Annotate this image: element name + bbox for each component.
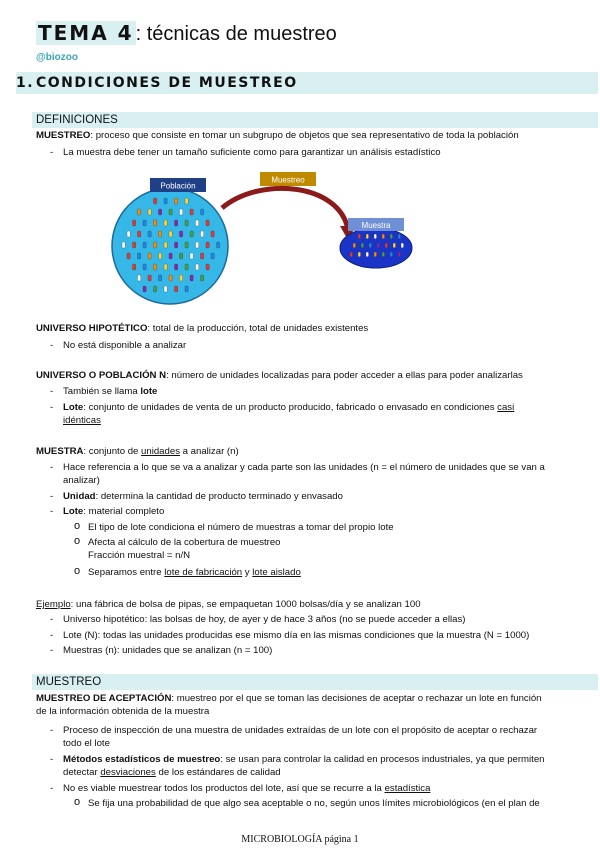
unit-bottle xyxy=(148,253,151,259)
term-muestreo: MUESTREO xyxy=(36,130,91,141)
list-item-text: No es viable muestrear todos los productos del lote, así que se recurre a la xyxy=(63,783,385,794)
sub-list-item-text: Separamos entre xyxy=(88,567,165,578)
unit-bottle xyxy=(185,264,188,270)
section-heading xyxy=(16,72,598,94)
unit-bottle xyxy=(358,252,361,257)
list-item-text: : conjunto de unidades de venta de un producto producido, fabricado o envasado en condiciones xyxy=(83,402,498,413)
unit-bottle xyxy=(164,220,167,226)
title-suffix: : técnicas de muestreo xyxy=(135,23,337,45)
paragraph-universo xyxy=(36,322,586,335)
author-handle: @biozoo xyxy=(36,52,78,63)
unit-bottle xyxy=(350,252,353,257)
underlined-text: unidades xyxy=(141,446,180,457)
unit-bottle xyxy=(164,198,167,204)
list-item: - Lote (N): todas las unidades producidas ese mismo día en las mismas condiciones que la muestra (N = 1000) xyxy=(50,629,580,642)
unit-bottle xyxy=(385,243,388,248)
list-item-text: También se llama xyxy=(63,386,141,397)
term-poblacion: UNIVERSO O POBLACIÓN N xyxy=(36,370,167,381)
unit-bottle xyxy=(143,286,146,292)
unit-bottle xyxy=(148,231,151,237)
unit-bottle xyxy=(138,253,141,259)
unit-bottle xyxy=(185,198,188,204)
paragraph-aceptacion xyxy=(36,692,586,718)
list-item: - La muestra debe tener un tamaño suficiente como para garantizar un análisis estadístico xyxy=(50,146,580,159)
unit-bottle xyxy=(169,231,172,237)
text-universo: : total de la producción, total de unidades existentes xyxy=(147,323,369,334)
sub-list-item-text: Afecta al cálculo de la cobertura de muestreo xyxy=(88,537,281,548)
tema-label: TEMA 4 xyxy=(38,21,134,45)
unit-bottle xyxy=(133,242,136,248)
unit-bottle xyxy=(196,220,199,226)
unit-bottle xyxy=(201,231,204,237)
unit-bottle xyxy=(133,220,136,226)
unit-bottle xyxy=(143,242,146,248)
sub-list-item-text: Se fija una probabilidad de que algo sea aceptable o no, según unos límites microbiológicos (en el plan de xyxy=(88,798,540,809)
unit-bottle xyxy=(169,275,172,281)
section-title: CONDICIONES DE MUESTREO xyxy=(36,75,298,91)
unit-bottle xyxy=(206,264,209,270)
list-item-text: Lote (N): todas las unidades producidas ese mismo día en las mismas condiciones que la muestra (N = 1000) xyxy=(63,630,530,641)
unit-bottle xyxy=(185,286,188,292)
subheading-muestreo: MUESTREO xyxy=(32,674,598,690)
sampling-diagram xyxy=(110,168,420,308)
unit-bottle xyxy=(353,243,356,248)
list-item-text: : determina la cantidad de producto terminado y envasado xyxy=(95,491,343,502)
unit-bottle xyxy=(148,209,151,215)
unit-bottle xyxy=(175,242,178,248)
unit-bottle xyxy=(148,275,151,281)
unit-bottle xyxy=(401,243,404,248)
muestra-label: Muestra xyxy=(361,221,391,230)
unit-bottle xyxy=(382,252,385,257)
underlined-text: estadística xyxy=(384,783,431,794)
paragraph-ejemplo xyxy=(36,598,586,611)
unit-bottle xyxy=(122,242,125,248)
list-item-text: detectar xyxy=(63,767,101,778)
unit-bottle xyxy=(175,264,178,270)
unit-bottle xyxy=(143,264,146,270)
list-item-text: : se usan para controlar la calidad en procesos industriales, ya que permiten xyxy=(220,754,545,765)
sub-list-item: o Separamos entre lote de fabricación y lote aislado xyxy=(74,565,301,578)
unit-bottle xyxy=(154,264,157,270)
unit-bottle xyxy=(190,209,193,215)
unit-bottle xyxy=(196,242,199,248)
underlined-text: lote aislado xyxy=(252,567,301,578)
unit-bottle xyxy=(398,252,401,257)
unit-bottle xyxy=(154,286,157,292)
unit-bottle xyxy=(138,209,141,215)
unit-bottle xyxy=(390,252,393,257)
list-item: - No es viable muestrear todos los productos del lote, así que se recurre a la estadística xyxy=(50,783,431,794)
term-metodos: Métodos estadísticos de muestreo xyxy=(63,754,221,765)
unit-bottle xyxy=(169,253,172,259)
sub-list-item: o Afecta al cálculo de la cobertura de muestreo Fracción muestral = n/N xyxy=(74,535,281,561)
population-circle xyxy=(112,188,228,304)
unit-bottle xyxy=(217,242,220,248)
unit-bottle xyxy=(159,209,162,215)
unit-bottle xyxy=(127,231,130,237)
unit-bottle xyxy=(211,231,214,237)
unit-bottle xyxy=(175,220,178,226)
sub-list-item: o Se fija una probabilidad de que algo sea aceptable o no, según unos límites microbiológicos (en el plan de xyxy=(74,797,580,810)
list-item-text: Universo hipotético: las bolsas de hoy, de ayer y de hace 3 años (no se puede acceder a ellas) xyxy=(63,614,466,625)
unit-bottle xyxy=(366,234,369,239)
sub-list-item-text: El tipo de lote condiciona el número de muestras a tomar del propio lote xyxy=(88,522,394,533)
unit-bottle xyxy=(180,275,183,281)
unit-bottle xyxy=(175,286,178,292)
unit-bottle xyxy=(185,220,188,226)
list-item-text: La muestra debe tener un tamaño suficiente como para garantizar un análisis estadístico xyxy=(63,147,441,158)
page-footer: MICROBIOLOGÍA página 1 xyxy=(241,834,359,845)
list-item-text: : material completo xyxy=(83,506,165,517)
unit-bottle xyxy=(206,242,209,248)
page-title xyxy=(36,20,337,47)
unit-bottle xyxy=(180,231,183,237)
list-item: - Muestras (n): unidades que se analizan (n = 100) xyxy=(50,644,580,657)
list-item-text: analizar) xyxy=(63,475,100,486)
sub-list-item-text: Fracción muestral = n/N xyxy=(88,550,191,561)
paragraph-poblacion xyxy=(36,369,586,382)
list-item: - Hace referencia a lo que se va a analizar y cada parte son las unidades (n = el número de unidades que se van a analizar) xyxy=(50,462,545,486)
unit-bottle xyxy=(369,243,372,248)
text-ejemplo: : una fábrica de bolsa de pipas, se empaquetan 1000 bolsas/día y se analizan 100 xyxy=(70,599,421,610)
unit-bottle xyxy=(398,234,401,239)
unit-bottle xyxy=(159,275,162,281)
list-item-text: Hace referencia a lo que se va a analizar y cada parte son las unidades (n = el número de unidades que se van a xyxy=(63,462,545,473)
unit-bottle xyxy=(196,264,199,270)
unit-bottle xyxy=(175,198,178,204)
unit-bottle xyxy=(164,264,167,270)
unit-bottle xyxy=(180,253,183,259)
unit-bottle xyxy=(201,209,204,215)
underlined-text: desviaciones xyxy=(100,767,156,778)
underlined-text: casi xyxy=(497,402,515,413)
list-item: - Lote: material completo xyxy=(50,506,165,517)
list-item: - También se llama lote xyxy=(50,386,158,397)
list-item: - Proceso de inspección de una muestra de unidades extraídas de un lote con el propósito de aceptar o rechazar todo el lote xyxy=(50,725,538,749)
section-number: 1. xyxy=(16,75,35,91)
list-item-text: de los estándares de calidad xyxy=(155,767,281,778)
text-poblacion: : número de unidades localizadas para poder acceder a ellas para poder analizarlas xyxy=(166,370,523,381)
sub-list-item: o El tipo de lote condiciona el número de muestras a tomar del propio lote xyxy=(74,521,580,534)
term-lote: lote xyxy=(140,386,158,397)
unit-bottle xyxy=(201,275,204,281)
unit-bottle xyxy=(164,242,167,248)
paragraph-muestreo xyxy=(36,129,586,142)
term-lote: Lote xyxy=(63,506,84,517)
unit-bottle xyxy=(127,253,130,259)
list-item-text: No está disponible a analizar xyxy=(63,340,187,351)
text-aceptacion: : muestreo por el que se toman las decisiones de aceptar o rechazar un lote en función xyxy=(171,693,542,704)
unit-bottle xyxy=(138,275,141,281)
unit-bottle xyxy=(159,253,162,259)
unit-bottle xyxy=(154,242,157,248)
unit-bottle xyxy=(164,286,167,292)
list-item-text: Proceso de inspección de una muestra de unidades extraídas de un lote con el propósito de aceptar o rechazar xyxy=(63,725,538,736)
list-item: - Lote: conjunto de unidades de venta de un producto producido, fabricado o envasado en condiciones casi idénticas xyxy=(50,402,515,426)
list-item: - Universo hipotético: las bolsas de hoy, de ayer y de hace 3 años (no se puede acceder a ellas) xyxy=(50,613,580,626)
underlined-text: idénticas xyxy=(63,415,101,426)
unit-bottle xyxy=(169,209,172,215)
text-muestra: : conjunto de xyxy=(83,446,142,457)
unit-bottle xyxy=(138,231,141,237)
unit-bottle xyxy=(374,234,377,239)
unit-bottle xyxy=(133,264,136,270)
term-lote: Lote xyxy=(63,402,84,413)
term-aceptacion: MUESTREO DE ACEPTACIÓN xyxy=(36,693,172,704)
unit-bottle xyxy=(201,253,204,259)
poblacion-label: Población xyxy=(160,181,196,191)
text-muestreo: : proceso que consiste en tomar un subgrupo de objetos que sea representativo de toda la población xyxy=(90,130,519,141)
unit-bottle xyxy=(358,234,361,239)
unit-bottle xyxy=(190,253,193,259)
unit-bottle xyxy=(190,275,193,281)
term-unidad: Unidad xyxy=(63,491,96,502)
unit-bottle xyxy=(180,209,183,215)
unit-bottle xyxy=(390,234,393,239)
sub-list-item-text: y xyxy=(242,567,253,578)
list-item-text: Muestras (n): unidades que se analizan (n = 100) xyxy=(63,645,273,656)
unit-bottle xyxy=(159,231,162,237)
term-universo: UNIVERSO HIPOTÉTICO xyxy=(36,323,148,334)
text-aceptacion: de la información obtenida de la muestra xyxy=(36,706,210,717)
list-item: - Unidad: determina la cantidad de producto terminado y envasado xyxy=(50,491,343,502)
unit-bottle xyxy=(382,234,385,239)
unit-bottle xyxy=(377,243,380,248)
unit-bottle xyxy=(206,220,209,226)
unit-bottle xyxy=(211,253,214,259)
unit-bottle xyxy=(143,220,146,226)
unit-bottle xyxy=(185,242,188,248)
term-muestra: MUESTRA xyxy=(36,446,84,457)
paragraph-muestra xyxy=(36,445,586,458)
sampling-arrow xyxy=(222,188,348,230)
unit-bottle xyxy=(366,252,369,257)
unit-bottle xyxy=(393,243,396,248)
unit-bottle xyxy=(374,252,377,257)
unit-bottle xyxy=(154,220,157,226)
subheading-definiciones: DEFINICIONES xyxy=(32,112,598,128)
text-muestra: a analizar (n) xyxy=(180,446,239,457)
list-item: - No está disponible a analizar xyxy=(50,339,580,352)
term-ejemplo: Ejemplo xyxy=(36,599,71,610)
unit-bottle xyxy=(361,243,364,248)
underlined-text: lote de fabricación xyxy=(164,567,243,578)
unit-bottle xyxy=(190,231,193,237)
list-item: - Métodos estadísticos de muestreo: se usan para controlar la calidad en procesos industriales, ya que permiten detectar desviaciones de los estándares de calidad xyxy=(50,754,545,778)
unit-bottle xyxy=(154,198,157,204)
muestreo-label: Muestreo xyxy=(271,175,305,185)
list-item-text: todo el lote xyxy=(63,738,110,749)
